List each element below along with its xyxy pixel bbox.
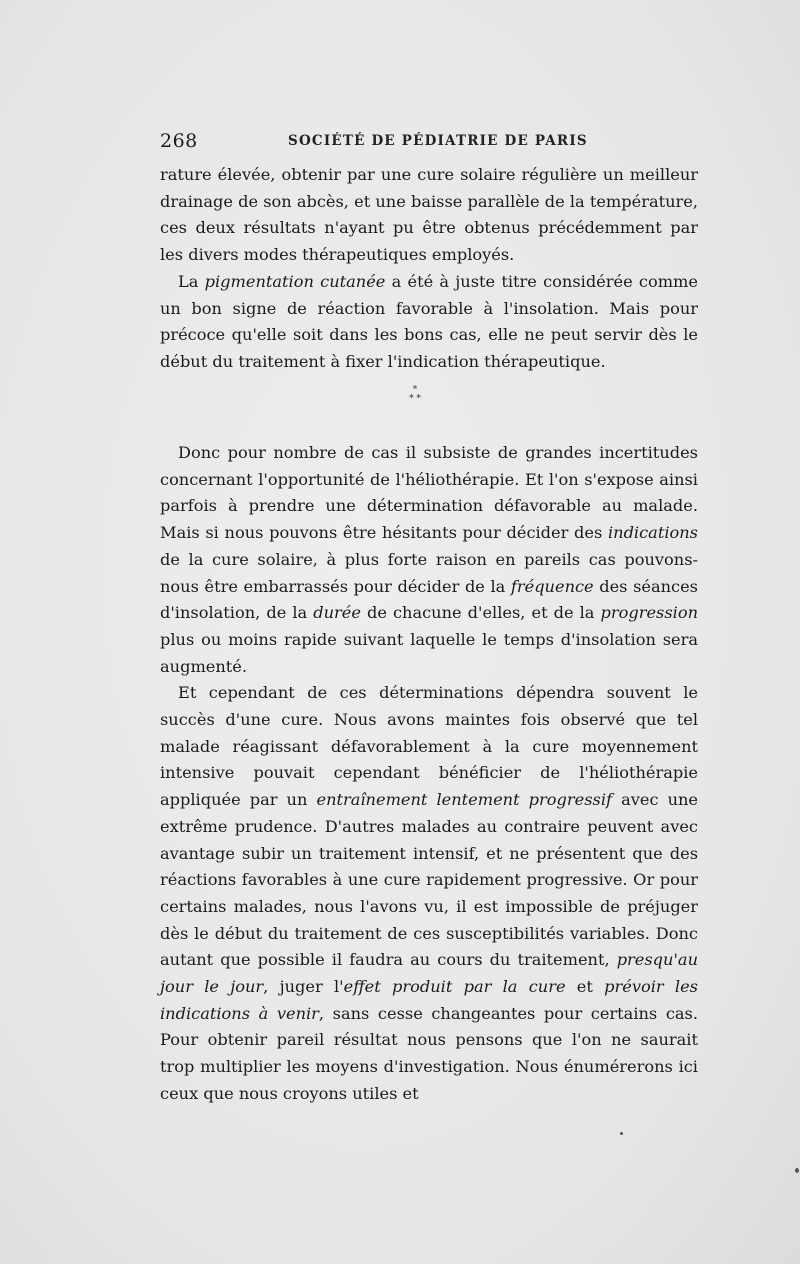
asterism-top: * [412,385,418,395]
page-header [160,130,700,154]
text-run: a été à juste titre considérée comme un bon signe de réaction favorable à l'insolation. Mais pour précoce qu'elle soit dans les bons cas, elle ne peut servir dès le début du traitement à fixer l'indication thérapeutique. [160,271,698,371]
italic-term: pigmentation cutanée [204,271,386,291]
italic-term: progression [600,603,698,623]
text-run: avec une extrême prudence. D'autres malades au contraire peuvent avec avantage subir un traitement intensif, et ne présentent que des réactions favorables à une cure rapidement progressive. Or pour certains malades, nous l'avons vu, il est impossible de préjuger dès le début du traitement de ces susceptibilités variables. Donc autant que possible il faudra au cours du traitement, [160,790,699,970]
text-run: La [178,271,205,291]
section-break-asterism [400,386,430,404]
top-text-block [160,162,698,376]
text-run: , sans cesse changeantes pour certains cas. Pour obtenir pareil résultat nous pensons que l'on ne saurait trop multiplier les moyens d'investigation. Nous énumérerons ici ceux que nous croyons utiles et [160,1003,698,1103]
text-run: et [565,977,605,997]
text-run: Donc pour nombre de cas il subsiste de grandes incertitudes concernant l'opportunité de l'héliothérapie. Et l'on s'expose ainsi parfois à prendre une détermination défavorable au malade. Mais si nous pouvons être hésitants pour décider des [160,443,698,543]
paragraph-incertitudes [160,440,698,680]
paper-speck [620,1132,623,1135]
italic-term: prévoir les indications à venir [160,977,698,1023]
main-text-block [160,440,698,1108]
text-run: Et cependant de ces déterminations dépendra souvent le succès d'une cure. Nous avons maintes fois observé que tel malade réagissant défavorablement à la cure moyennement intensive pouvait cependant bénéficier de l'héliothérapie appliquée par un [160,683,698,810]
italic-term: durée [313,603,361,623]
text-run: de chacune d'elles, et de la [360,603,601,623]
italic-term: fréquence [510,576,594,596]
italic-term: entraînement lentement progressif [316,790,612,810]
paragraph-determinations [160,680,698,1107]
italic-term: presqu'au jour le jour [160,950,698,997]
running-title: SOCIÉTÉ DE PÉDIATRIE DE PARIS [288,133,588,149]
italic-term: effet produit par la cure [343,977,566,997]
asterism-bottom: * * [409,394,421,404]
text-run: plus ou moins rapide suivant laquelle le temps d'insolation sera augmenté. [160,629,698,676]
paper-speck [795,1168,799,1173]
paragraph-pigmentation [160,269,698,376]
text-run: , juger l' [263,977,344,997]
paragraph-continued: rature élevée, obtenir par une cure solaire régulière un meilleur drainage de son abcès, et une baisse parallèle de la température, ces deux résultats n'ayant pu être obtenus précédemment par les divers modes thérapeutiques employés. [160,165,698,265]
text-run: des séances d'insolation, de la [160,576,698,623]
page-number: 268 [160,130,198,152]
text-run: de la cure solaire, à plus forte raison en pareils cas pouvons-nous être embarrassés pour décider de la [160,549,698,596]
italic-term: indications [607,523,698,543]
